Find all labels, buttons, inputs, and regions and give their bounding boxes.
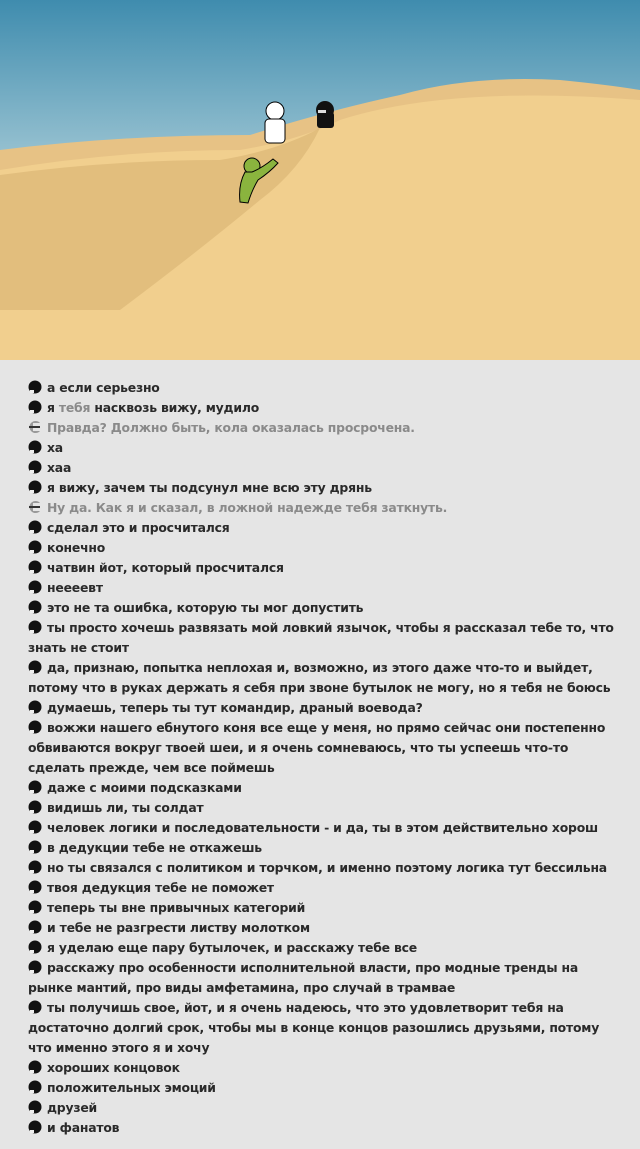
message-text: вожжи нашего ебнутого коня все еще у меня, но прямо сейчас они постепенно обвиваются вокруг твоей шеи, и я очень сомневаюсь, что ты успеешь что-то сделать прежде, чем все поймешь	[28, 720, 606, 775]
message-text: я тебя насквозь вижу, мудило	[47, 400, 260, 415]
chat-message	[28, 878, 618, 898]
black-speaker-avatar-icon	[28, 380, 42, 394]
black-speaker-avatar-icon	[28, 960, 42, 974]
message-text: друзей	[47, 1100, 98, 1115]
chat-message	[28, 958, 618, 998]
chat-message	[28, 478, 618, 498]
chat-message	[28, 578, 618, 598]
black-speaker-avatar-icon	[28, 800, 42, 814]
chat-message	[28, 418, 618, 438]
chat-message	[28, 398, 618, 418]
white-character	[265, 102, 285, 143]
black-speaker-avatar-icon	[28, 560, 42, 574]
black-speaker-avatar-icon	[28, 820, 42, 834]
message-text: неееевт	[47, 580, 103, 595]
black-speaker-avatar-icon	[28, 480, 42, 494]
message-text: и фанатов	[47, 1120, 120, 1135]
message-text: даже с моими подсказками	[47, 780, 242, 795]
chat-message	[28, 718, 618, 778]
black-speaker-avatar-icon	[28, 1080, 42, 1094]
message-text: человек логики и последовательности - и да, ты в этом действительно хорош	[47, 820, 598, 835]
black-speaker-avatar-icon	[28, 460, 42, 474]
chat-message	[28, 1118, 618, 1138]
chat-message	[28, 378, 618, 398]
chat-message	[28, 818, 618, 838]
message-text: это не та ошибка, которую ты мог допустить	[47, 600, 364, 615]
black-speaker-avatar-icon	[28, 440, 42, 454]
chat-message	[28, 918, 618, 938]
message-text: ты получишь свое, йот, и я очень надеюсь, что это удовлетворит тебя на достаточно долгий срок, чтобы мы в конце концов разошлись друзьями, потому что именно этого я и хочу	[28, 1000, 600, 1055]
message-text: чатвин йот, который просчитался	[47, 560, 284, 575]
message-text: Ну да. Как я и сказал, в ложной надежде тебя заткнуть.	[47, 500, 448, 515]
message-text: в дедукции тебе не откажешь	[47, 840, 262, 855]
chat-message	[28, 1098, 618, 1118]
message-text: конечно	[47, 540, 106, 555]
chat-message	[28, 458, 618, 478]
black-speaker-avatar-icon	[28, 540, 42, 554]
black-speaker-avatar-icon	[28, 940, 42, 954]
message-text: и тебе не разгрести листву молотком	[47, 920, 310, 935]
black-speaker-avatar-icon	[28, 780, 42, 794]
chat-message	[28, 938, 618, 958]
message-text: ха	[47, 440, 63, 455]
chat-message	[28, 1078, 618, 1098]
message-text: хаа	[47, 460, 72, 475]
white-speaker-avatar-icon	[28, 420, 42, 434]
chat-message	[28, 838, 618, 858]
chat-message	[28, 898, 618, 918]
chat-message	[28, 798, 618, 818]
black-character	[316, 101, 334, 128]
dim-word: тебя	[58, 400, 91, 415]
message-text: сделал это и просчитался	[47, 520, 230, 535]
message-text: видишь ли, ты солдат	[47, 800, 204, 815]
black-speaker-avatar-icon	[28, 600, 42, 614]
white-speaker-avatar-icon	[28, 500, 42, 514]
chat-message	[28, 998, 618, 1058]
chat-log	[28, 378, 618, 1138]
message-text: да, признаю, попытка неплохая и, возможно, из этого даже что-то и выйдет, потому что в руках держать я себя при звоне бутылок не могу, но я тебя не боюсь	[28, 660, 611, 695]
black-speaker-avatar-icon	[28, 1100, 42, 1114]
message-text: положительных эмоций	[47, 1080, 216, 1095]
black-speaker-avatar-icon	[28, 660, 42, 674]
chat-message	[28, 778, 618, 798]
chat-message	[28, 1058, 618, 1078]
message-text: думаешь, теперь ты тут командир, драный воевода?	[47, 700, 423, 715]
chat-message	[28, 618, 618, 658]
black-speaker-avatar-icon	[28, 1120, 42, 1134]
chat-message	[28, 558, 618, 578]
black-speaker-avatar-icon	[28, 520, 42, 534]
message-text: Правда? Должно быть, кола оказалась просрочена.	[47, 420, 415, 435]
chat-message	[28, 438, 618, 458]
chat-message	[28, 498, 618, 518]
chat-message	[28, 598, 618, 618]
black-speaker-avatar-icon	[28, 400, 42, 414]
chat-message	[28, 538, 618, 558]
message-text: но ты связался с политиком и торчком, и именно поэтому логика тут бессильна	[47, 860, 607, 875]
black-speaker-avatar-icon	[28, 860, 42, 874]
message-text: хороших концовок	[47, 1060, 180, 1075]
black-speaker-avatar-icon	[28, 580, 42, 594]
message-text: я вижу, зачем ты подсунул мне всю эту дрянь	[47, 480, 372, 495]
black-speaker-avatar-icon	[28, 620, 42, 634]
black-speaker-avatar-icon	[28, 840, 42, 854]
desert-scene-illustration	[0, 0, 640, 360]
chat-message	[28, 518, 618, 538]
chat-message	[28, 658, 618, 698]
chat-message	[28, 698, 618, 718]
black-speaker-avatar-icon	[28, 1000, 42, 1014]
black-speaker-avatar-icon	[28, 700, 42, 714]
black-speaker-avatar-icon	[28, 920, 42, 934]
black-speaker-avatar-icon	[28, 880, 42, 894]
message-text: ты просто хочешь развязать мой ловкий язычок, чтобы я рассказал тебе то, что знать не стоит	[28, 620, 614, 655]
message-text: а если серьезно	[47, 380, 160, 395]
message-text: расскажу про особенности исполнительной власти, про модные тренды на рынке мантий, про виды амфетамина, про случай в трамвае	[28, 960, 578, 995]
message-text: я уделаю еще пару бутылочек, и расскажу тебе все	[47, 940, 417, 955]
chat-message	[28, 858, 618, 878]
black-speaker-avatar-icon	[28, 720, 42, 734]
black-speaker-avatar-icon	[28, 1060, 42, 1074]
message-text: твоя дедукция тебе не поможет	[47, 880, 274, 895]
message-text: теперь ты вне привычных категорий	[47, 900, 306, 915]
black-speaker-avatar-icon	[28, 900, 42, 914]
